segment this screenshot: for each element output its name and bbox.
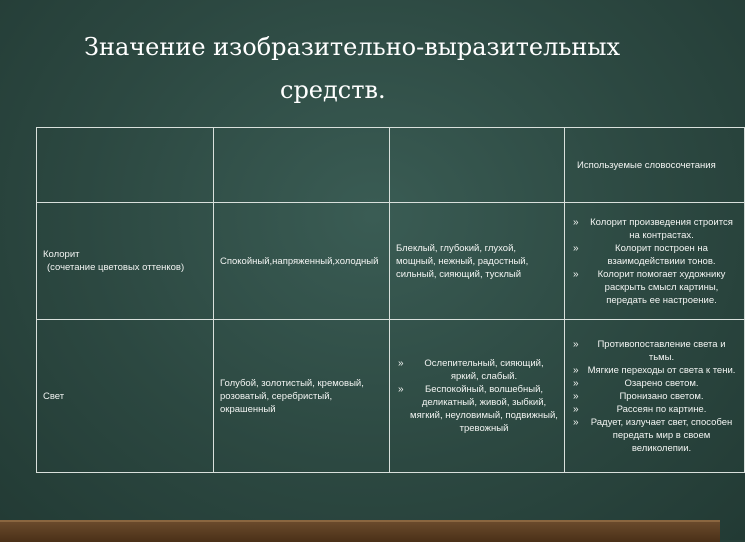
adjectives-list — [396, 357, 558, 435]
slide-title — [0, 26, 720, 112]
list-item: » Мягкие переходы от света к тени. — [571, 364, 738, 377]
list-item: » Колорит произведения строится на контрастах. — [571, 216, 738, 242]
row-epithets-cell: Голубой, золотистый, кремовый, розоватый, серебристый, окрашенный — [214, 320, 390, 473]
header-cell-1 — [37, 128, 214, 203]
expressive-means-table — [36, 127, 745, 473]
list-item: » Озарено светом. — [571, 377, 738, 390]
table-row — [37, 203, 745, 320]
list-item: » Рассеян по картине. — [571, 403, 738, 416]
header-cell-3 — [390, 128, 565, 203]
row-adjectives-cell — [390, 320, 565, 473]
list-item: » Колорит помогает художнику раскрыть смысл картины, передать ее настроение. — [571, 268, 738, 307]
row-label-cell — [37, 320, 214, 473]
list-item: » Колорит построен на взаимодействиии тонов. — [571, 242, 738, 268]
list-item: » Беспокойный, волшебный, деликатный, живой, зыбкий, мягкий, неуловимый, подвижный, тревожный — [396, 383, 558, 435]
row-label: Свет — [43, 390, 65, 402]
chalkboard-tray — [0, 520, 720, 542]
row-phrases-cell — [565, 203, 745, 320]
header-cell-phrases: Используемые словосочетания — [565, 128, 745, 203]
header-cell-2 — [214, 128, 390, 203]
table-row — [37, 320, 745, 473]
list-item: » Противопоставление света и тьмы. — [571, 338, 738, 364]
row-label-note: (сочетание цветовых оттенков) — [47, 262, 185, 273]
table-header-row — [37, 128, 745, 203]
row-adjectives-cell: Блеклый, глубокий, глухой, мощный, нежный, радостный, сильный, сияющий, тусклый — [390, 203, 565, 320]
row-phrases-cell — [565, 320, 745, 473]
title-line-2: средств. — [280, 76, 386, 104]
phrases-list — [571, 216, 738, 307]
title-line-1: Значение изобразительно-выразительных — [84, 33, 621, 61]
list-item: » Пронизано светом. — [571, 390, 738, 403]
list-item: » Радует, излучает свет, способен передать мир в своем великолепии. — [571, 416, 738, 455]
phrases-list — [571, 338, 738, 455]
row-label: Колорит — [43, 249, 80, 260]
row-label-cell — [37, 203, 214, 320]
list-item: » Ослепительный, сияющий, яркий, слабый. — [396, 357, 558, 383]
row-epithets-cell: Спокойный,напряженный,холодный — [214, 203, 390, 320]
